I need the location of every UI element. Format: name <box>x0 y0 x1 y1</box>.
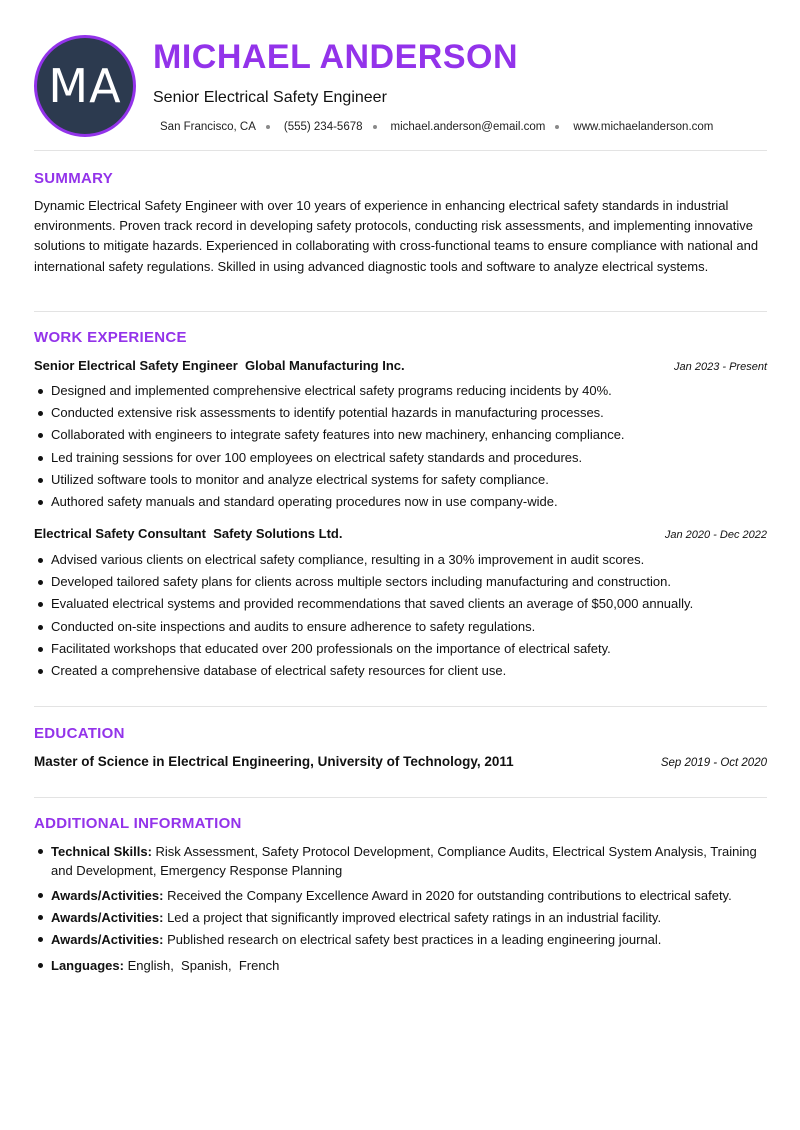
info-label: Awards/Activities: <box>51 932 164 947</box>
job-company: Safety Solutions Ltd. <box>213 526 343 541</box>
info-text: Published research on electrical safety best practices in a leading engineering journal. <box>163 932 662 947</box>
list-item: Led training sessions for over 100 employees on electrical safety standards and procedures. <box>34 447 767 469</box>
education-entry <box>34 754 767 769</box>
job-bullets <box>34 380 767 513</box>
job-role <box>34 358 405 373</box>
separator-dot-icon <box>373 125 377 129</box>
contact-email[interactable]: michael.anderson@email.com <box>390 121 546 133</box>
list-item: Conducted extensive risk assessments to identify potential hazards in manufacturing processes. <box>34 402 767 424</box>
contact-location: San Francisco, CA <box>160 121 256 133</box>
job-header <box>34 358 767 373</box>
candidate-name: MICHAEL ANDERSON <box>153 38 519 76</box>
list-item <box>34 908 767 927</box>
separator-dot-icon <box>266 125 270 129</box>
divider <box>34 311 767 312</box>
list-item: Developed tailored safety plans for clients across multiple sectors including manufacturing and construction. <box>34 571 767 593</box>
list-item: Facilitated workshops that educated over 200 professionals on the importance of electrical safety. <box>34 638 767 660</box>
info-label: Technical Skills: <box>51 844 152 859</box>
job-dates: Jan 2023 - Present <box>674 361 767 373</box>
job-dates: Jan 2020 - Dec 2022 <box>664 529 767 541</box>
info-label: Languages: <box>51 958 124 973</box>
list-item: Collaborated with engineers to integrate safety features into new machinery, enhancing compliance. <box>34 424 767 446</box>
contact-bar <box>160 121 713 133</box>
info-label: Awards/Activities: <box>51 888 164 903</box>
additional-list <box>34 842 767 975</box>
list-item: Created a comprehensive database of electrical safety resources for client use. <box>34 660 767 682</box>
job-role-title: Senior Electrical Safety Engineer <box>34 358 238 373</box>
job-title: Senior Electrical Safety Engineer <box>153 89 387 106</box>
divider <box>34 706 767 707</box>
avatar <box>34 35 136 137</box>
info-text: Received the Company Excellence Award in 2020 for outstanding contributions to electrical safety. <box>163 888 732 903</box>
separator-dot-icon <box>555 125 559 129</box>
info-text: Led a project that significantly improved electrical safety ratings in an industrial facility. <box>163 910 662 925</box>
divider <box>34 797 767 798</box>
section-title-summary: SUMMARY <box>34 170 114 187</box>
list-item: Designed and implemented comprehensive electrical safety programs reducing incidents by 40%. <box>34 380 767 402</box>
info-text: Risk Assessment, Safety Protocol Development, Compliance Audits, Electrical System Analysis, Training and Development, Emergency Response Planning <box>51 844 757 878</box>
list-item <box>34 842 767 880</box>
info-label: Awards/Activities: <box>51 910 164 925</box>
job-bullets <box>34 549 767 682</box>
job-role <box>34 526 342 541</box>
section-title-additional: ADDITIONAL INFORMATION <box>34 815 242 832</box>
list-item: Utilized software tools to monitor and analyze electrical systems for safety compliance. <box>34 469 767 491</box>
list-item <box>34 930 767 949</box>
info-text: English, Spanish, French <box>123 958 280 973</box>
list-item <box>34 956 767 975</box>
divider <box>34 150 767 151</box>
section-title-experience: WORK EXPERIENCE <box>34 329 187 346</box>
list-item: Authored safety manuals and standard operating procedures now in use company-wide. <box>34 491 767 513</box>
job-header <box>34 526 767 541</box>
list-item <box>34 886 767 905</box>
contact-website[interactable]: www.michaelanderson.com <box>573 121 714 133</box>
job-role-title: Electrical Safety Consultant <box>34 526 206 541</box>
education-degree: Master of Science in Electrical Engineering, University of Technology, 2011 <box>34 754 514 769</box>
list-item: Evaluated electrical systems and provided recommendations that saved clients an average of $50,000 annually. <box>34 593 767 615</box>
education-dates: Sep 2019 - Oct 2020 <box>660 757 767 769</box>
avatar-initials: MA <box>48 59 122 113</box>
section-title-education: EDUCATION <box>34 725 125 742</box>
list-item: Conducted on-site inspections and audits to ensure adherence to safety regulations. <box>34 616 767 638</box>
job-company: Global Manufacturing Inc. <box>244 358 405 373</box>
list-item: Advised various clients on electrical safety compliance, resulting in a 30% improvement in audit scores. <box>34 549 767 571</box>
summary-text: Dynamic Electrical Safety Engineer with over 10 years of experience in enhancing electrical safety standards in industrial environments. Proven track record in developing safety protocols, conducting risk assessments, and implementing innovative solutions to mitigate hazards. Experienced in collaborating with cross-functional teams to ensure compliance with national and international safety regulations. Skilled in using advanced diagnostic tools and software to analyze electrical systems. <box>34 198 759 274</box>
contact-phone: (555) 234-5678 <box>283 121 363 133</box>
